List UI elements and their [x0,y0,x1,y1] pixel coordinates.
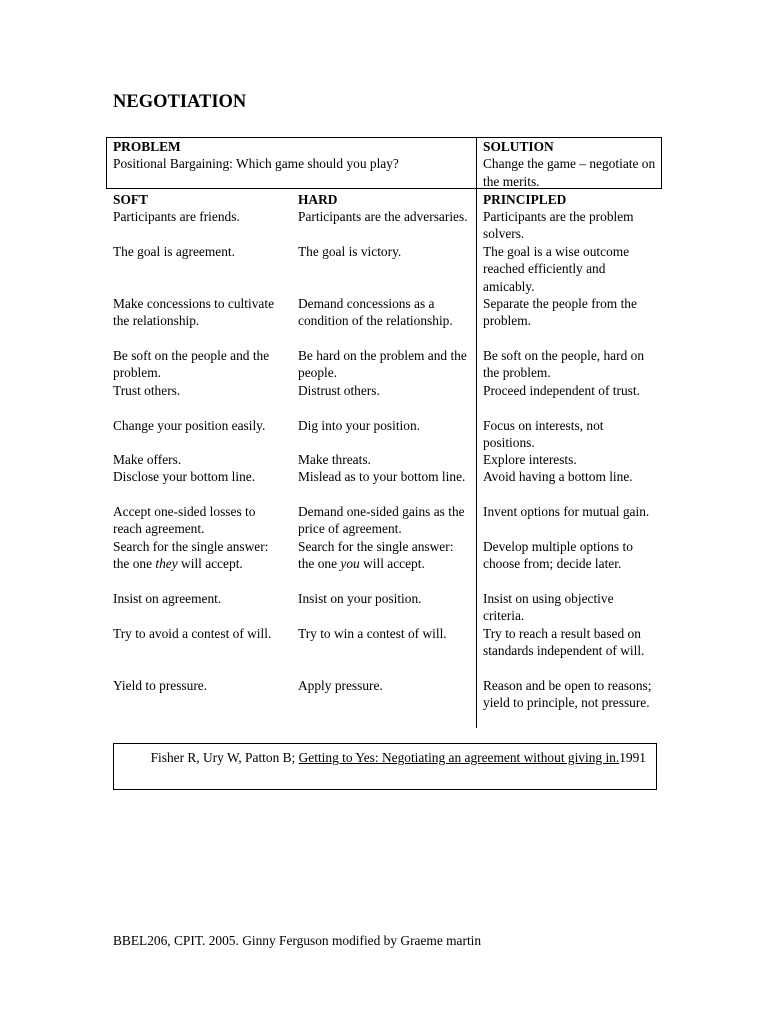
table-cell-hard: Distrust others. [298,383,380,398]
table-cell-soft: Change your position easily. [113,418,266,433]
table-cell-soft: Insist on agreement. [113,591,222,606]
problem-heading: PROBLEM [113,139,181,154]
header-divider [476,137,477,189]
table-cell-soft: Make concessions to cultivate the relationship. [113,296,275,329]
solution-text: Change the game – negotiate on the merits. [483,156,656,189]
table-cell-principled: The goal is a wise outcome reached efficiently and amicably. [483,244,630,294]
table-cell-hard: Demand concessions as a condition of the relationship. [298,296,453,329]
table-cell-soft: Make offers. [113,452,182,467]
cell-text: will accept. [177,556,243,572]
table-cell-principled: Develop multiple options to choose from; decide later. [483,539,633,572]
cell-emphasis: you [340,556,360,572]
table-cell-principled: Participants are the problem solvers. [483,209,634,242]
table-cell-principled: Focus on interests, not positions. [483,418,604,451]
cell-text: Search for the single answer: the one [298,539,454,572]
table-cell-principled: Proceed independent of trust. [483,383,640,398]
table-cell-hard: Participants are the adversaries. [298,209,468,224]
table-cell-soft: Try to avoid a contest of will. [113,626,272,641]
table-cell-principled: Separate the people from the problem. [483,296,637,329]
cell-text: Search for the single answer: the one [113,539,269,572]
problem-text: Positional Bargaining: Which game should you play? [113,156,399,172]
solution-heading: SOLUTION [483,139,554,154]
table-cell-hard: Dig into your position. [298,418,421,433]
table-cell-hard: Be hard on the problem and the people. [298,348,467,381]
principled-column-rule [476,189,477,728]
table-cell-principled: Invent options for mutual gain. [483,504,650,519]
table-cell-soft: Accept one-sided losses to reach agreement. [113,504,256,537]
page-title: NEGOTIATION [113,92,247,112]
table-cell-hard: Make threats. [298,452,371,467]
table-cell-hard [298,538,470,573]
table-cell-hard: Apply pressure. [298,678,383,693]
table-cell-soft: The goal is agreement. [113,244,235,259]
table-cell-hard: Try to win a contest of will. [298,626,447,641]
solution-section [483,138,658,190]
column-heading-soft: SOFT [113,192,148,207]
table-cell-soft: Be soft on the people and the problem. [113,348,270,381]
table-cell-principled: Insist on using objective criteria. [483,591,614,624]
column-heading-principled: PRINCIPLED [483,192,567,207]
table-cell-principled: Try to reach a result based on standards independent of will. [483,626,645,659]
cell-emphasis: they [155,556,178,572]
table-cell-principled: Explore interests. [483,452,577,467]
table-cell-soft: Disclose your bottom line. [113,469,256,484]
table-cell-principled: Be soft on the people, hard on the problem. [483,348,645,381]
page-footer: BBEL206, CPIT. 2005. Ginny Ferguson modified by Graeme martin [113,933,482,948]
problem-section [113,138,399,173]
citation-book-title: Getting to Yes: Negotiating an agreement without giving in. [298,750,620,765]
cell-text: will accept. [359,556,425,572]
table-cell-hard: Insist on your position. [298,591,422,606]
citation-box [113,743,657,790]
table-cell-principled: Avoid having a bottom line. [483,469,633,484]
table-cell-hard: The goal is victory. [298,244,402,259]
citation-authors: Fisher R, Ury W, Patton B; [150,750,299,765]
table-cell-hard: Mislead as to your bottom line. [298,469,466,484]
column-heading-hard: HARD [298,192,338,207]
table-cell-principled: Reason and be open to reasons; yield to principle, not pressure. [483,678,652,711]
table-cell-soft [113,538,285,573]
table-cell-soft: Yield to pressure. [113,678,208,693]
citation-year: 1991 [619,750,646,765]
table-cell-soft: Trust others. [113,383,181,398]
table-cell-hard: Demand one-sided gains as the price of agreement. [298,504,465,537]
table-cell-soft: Participants are friends. [113,209,240,224]
